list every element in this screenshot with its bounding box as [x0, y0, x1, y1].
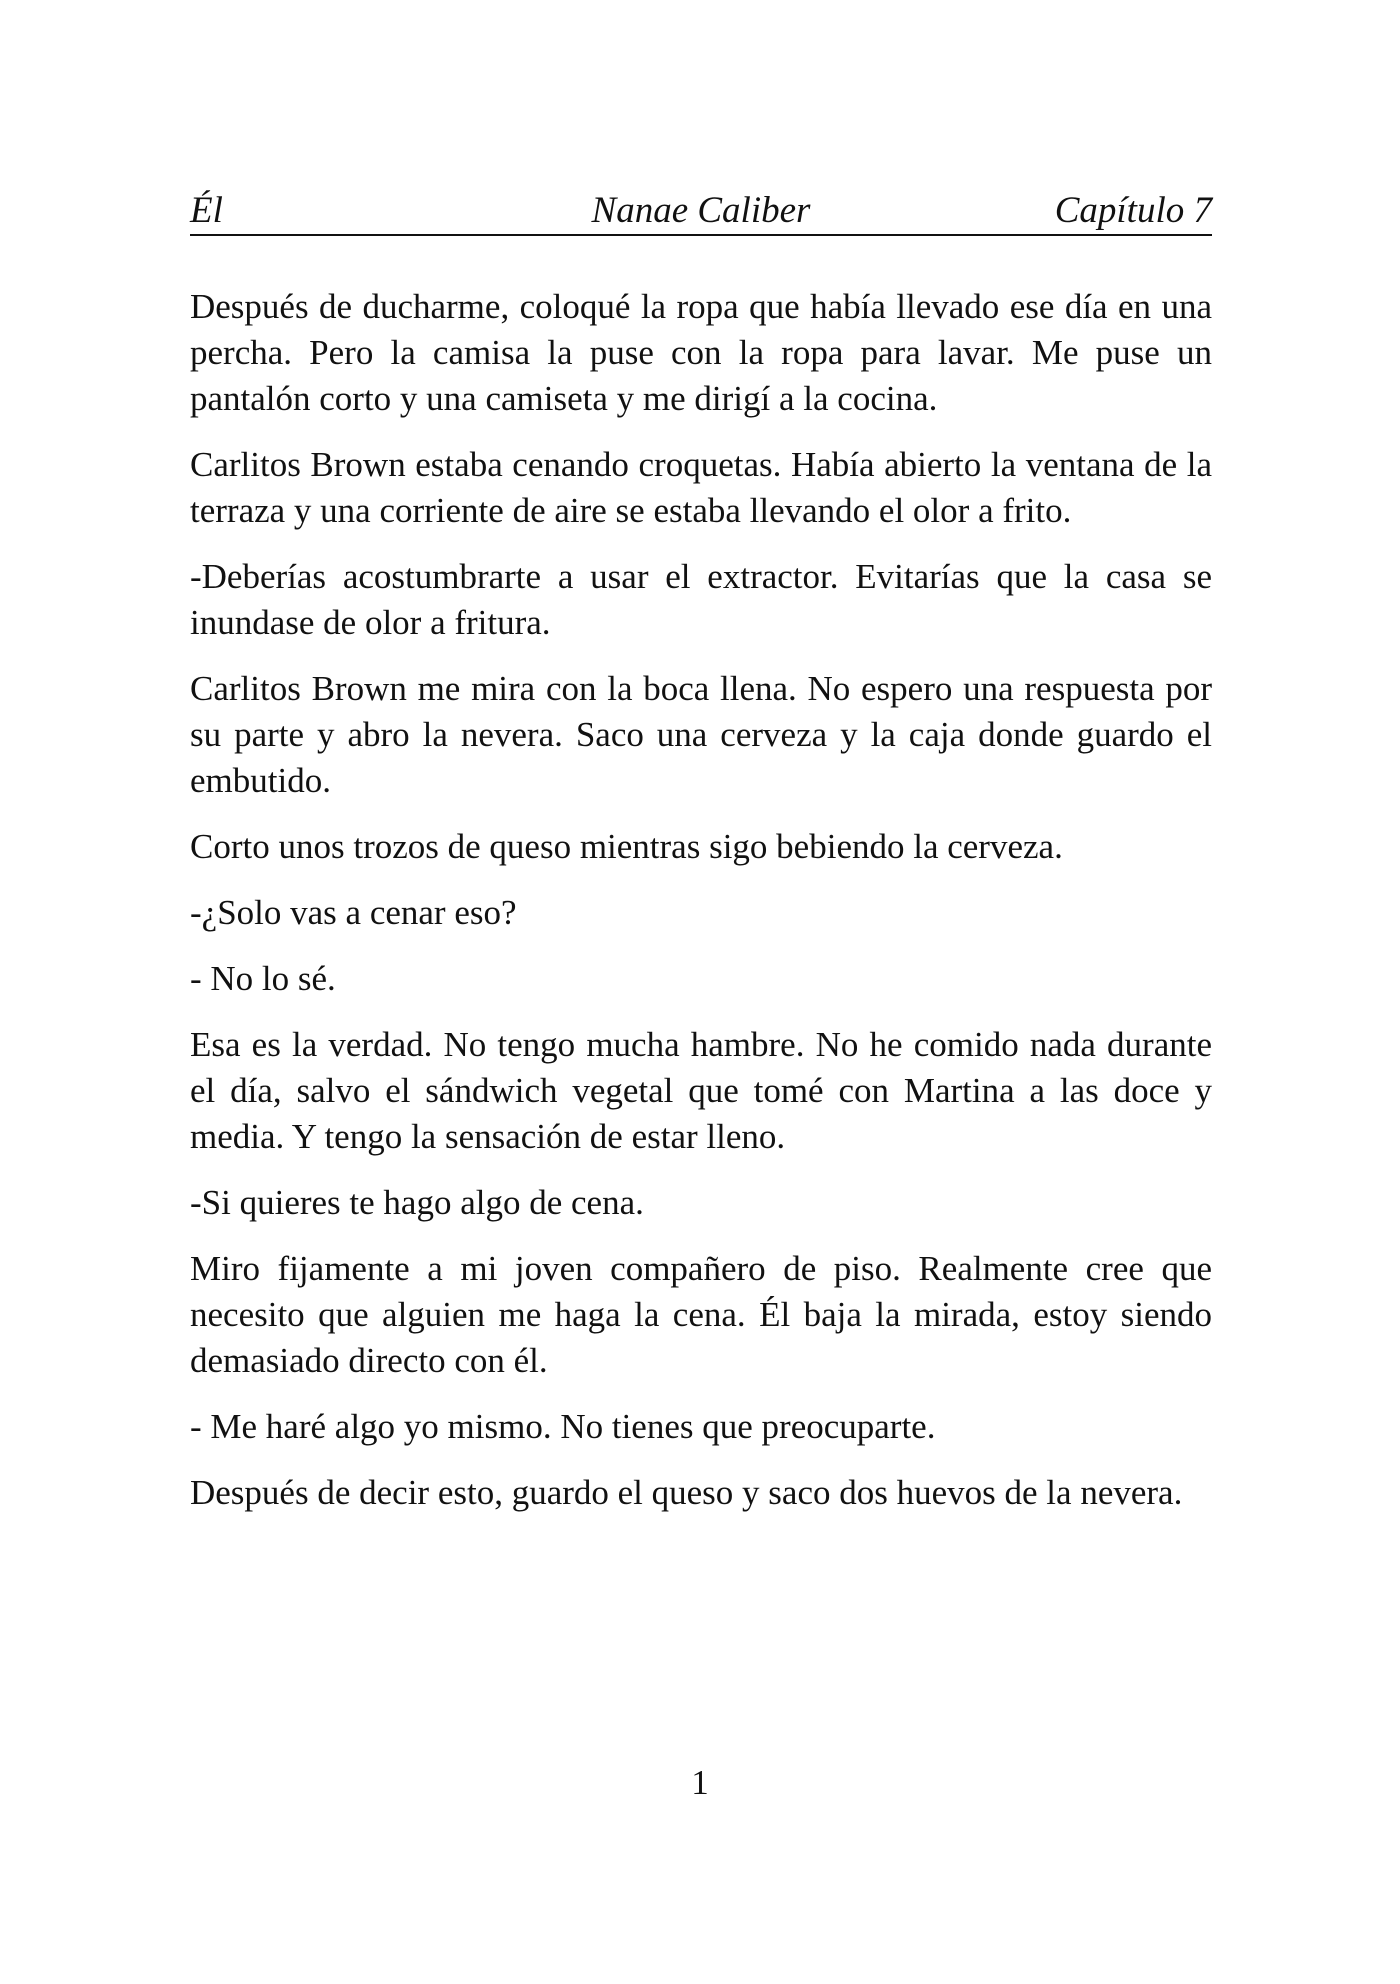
paragraph: -Deberías acostumbrarte a usar el extractor. Evitarías que la casa se inundase de olor a fritura.	[190, 557, 1212, 642]
body-text	[190, 284, 1212, 1536]
paragraph: Miro fijamente a mi joven compañero de piso. Realmente cree que necesito que alguien me haga la cena. Él baja la mirada, estoy siendo demasiado directo con él.	[190, 1249, 1212, 1380]
header-chapter: Capítulo 7	[1054, 190, 1212, 231]
paragraph: Después de decir esto, guardo el queso y saco dos huevos de la nevera.	[190, 1473, 1183, 1512]
running-header	[190, 188, 1212, 236]
paragraph: -¿Solo vas a cenar eso?	[190, 893, 517, 932]
paragraph: Esa es la verdad. No tengo mucha hambre. No he comido nada durante el día, salvo el sándwich vegetal que tomé con Martina a las doce y media. Y tengo la sensación de estar lleno.	[190, 1025, 1212, 1156]
paragraph: Carlitos Brown me mira con la boca llena. No espero una respuesta por su parte y abro la nevera. Saco una cerveza y la caja donde guardo el embutido.	[190, 669, 1212, 800]
page-number: 1	[691, 1763, 709, 1802]
header-book-title: Él	[190, 190, 223, 231]
paragraph: -Si quieres te hago algo de cena.	[190, 1183, 644, 1222]
paragraph: Corto unos trozos de queso mientras sigo bebiendo la cerveza.	[190, 827, 1063, 866]
paragraph: - No lo sé.	[190, 959, 336, 998]
paragraph: Carlitos Brown estaba cenando croquetas. Había abierto la ventana de la terraza y una corriente de aire se estaba llevando el olor a frito.	[190, 445, 1212, 530]
paragraph: - Me haré algo yo mismo. No tienes que preocuparte.	[190, 1407, 936, 1446]
header-author: Nanae Caliber	[591, 190, 811, 231]
paragraph: Después de ducharme, coloqué la ropa que había llevado ese día en una percha. Pero la camisa la puse con la ropa para lavar. Me puse un pantalón corto y una camiseta y me dirigí a la cocina.	[190, 287, 1212, 418]
